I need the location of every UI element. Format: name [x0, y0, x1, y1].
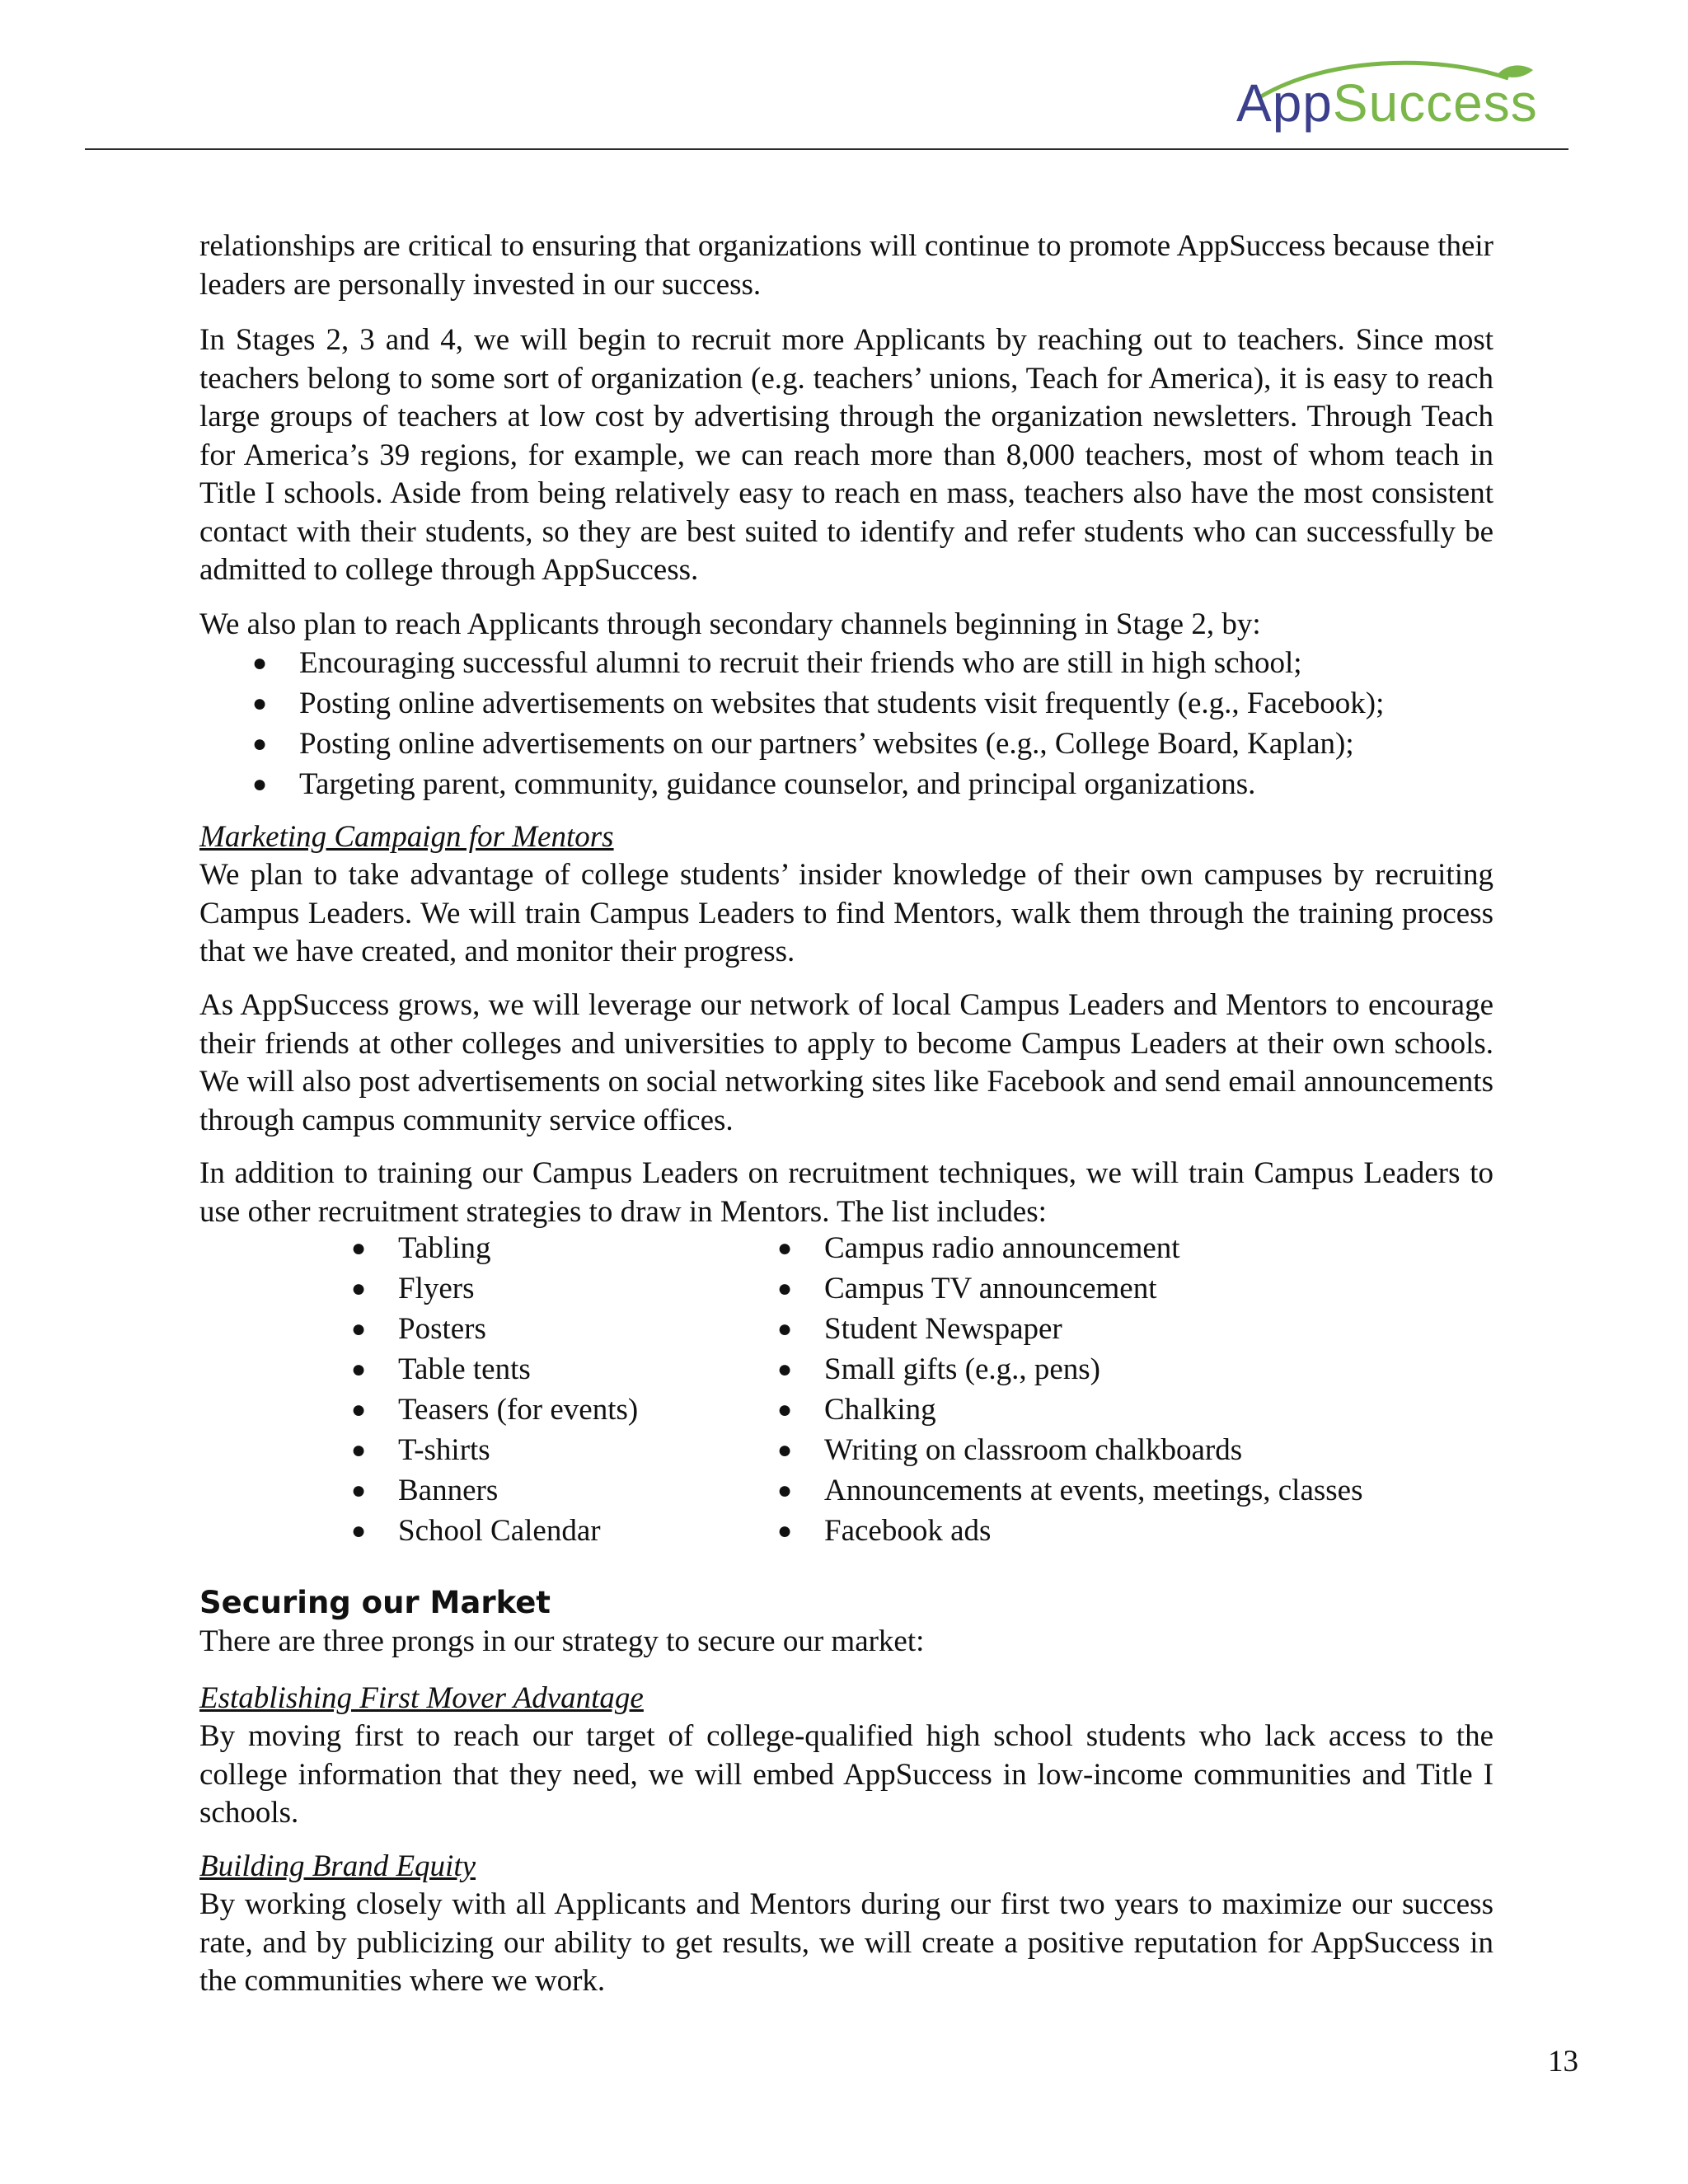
- appsuccess-logo: [1236, 54, 1550, 152]
- logo-success-text: Success: [1332, 73, 1538, 133]
- list-item-text: Small gifts (e.g., pens): [824, 1352, 1101, 1386]
- list-item: [777, 1349, 1363, 1390]
- bullet-icon: ●: [252, 690, 268, 717]
- bullet-icon: ●: [252, 649, 268, 677]
- subheading-first-mover: Establishing First Mover Advantage: [199, 1681, 644, 1715]
- paragraph-first-mover: By moving first to reach our target of college-qualified high school students who lack access to the college information that they need, we will embed AppSuccess in low-income communities and Title I schools.: [199, 1719, 1493, 1830]
- list-item: [351, 1430, 638, 1470]
- list-item: [351, 1390, 639, 1430]
- list-item-text: Encouraging successful alumni to recruit their friends who are still in high school;: [299, 646, 1302, 680]
- list-item: [252, 764, 1384, 804]
- list-item: [252, 724, 1384, 764]
- list-item: [351, 1309, 638, 1349]
- list-item: [777, 1511, 1363, 1551]
- list-item-text: Campus radio announcement: [824, 1231, 1180, 1265]
- list-item-text: Posters: [398, 1312, 486, 1346]
- bullet-icon: ●: [777, 1235, 793, 1262]
- paragraph-secondary-channels: We also plan to reach Applicants through secondary channels beginning in Stage 2, by:: [199, 607, 1261, 641]
- list-item: [351, 1349, 638, 1390]
- strategies-list-left: [351, 1228, 639, 1551]
- bullet-icon: ●: [252, 771, 268, 798]
- section-heading-securing-market: Securing our Market: [199, 1585, 551, 1620]
- list-item-text: Tabling: [398, 1231, 491, 1265]
- list-item-text: Announcements at events, meetings, classes: [824, 1474, 1363, 1507]
- bullet-icon: ●: [351, 1315, 367, 1343]
- list-item-text: T-shirts: [398, 1433, 490, 1467]
- paragraph-relationships: relationships are critical to ensuring that organizations will continue to promote AppSuccess because their leaders are personally invested in our success.: [199, 229, 1493, 302]
- list-item-text: Student Newspaper: [824, 1312, 1062, 1346]
- bullet-icon: ●: [777, 1315, 793, 1343]
- paragraph-teachers: In Stages 2, 3 and 4, we will begin to recruit more Applicants by reaching out to teachers. Since most teachers belong to some sort of organization (e.g. teachers’ unions, Teach for America), it is easy to reach large groups of teachers at low cost by advertising through the organization newsletters. Through Teach for America’s 39 regions, for example, we can reach more than 8,000 teachers, most of whom teach in Title I schools. Aside from being relatively easy to reach en mass, teachers also have the most consistent contact with their students, so they are best suited to identify and refer students who can successfully be admitted to college through AppSuccess.: [199, 323, 1493, 587]
- list-item: [777, 1470, 1363, 1511]
- list-item-text: Banners: [398, 1474, 499, 1507]
- logo-app-text: App: [1236, 73, 1333, 133]
- bullet-icon: ●: [351, 1275, 367, 1302]
- list-item: [351, 1511, 638, 1551]
- list-item-text: Targeting parent, community, guidance counselor, and principal organizations.: [299, 767, 1256, 801]
- channels-list: [252, 643, 1385, 804]
- paragraph-recruitment-strategies: In addition to training our Campus Leaders on recruitment techniques, we will train Campus Leaders to use other recruitment strategies to draw in Mentors. The list includes:: [199, 1156, 1493, 1229]
- subheading-marketing-mentors: Marketing Campaign for Mentors: [199, 820, 614, 854]
- list-item-text: Posting online advertisements on websites that students visit frequently (e.g., Facebook);: [299, 687, 1385, 720]
- paragraph-network-growth: As AppSuccess grows, we will leverage our network of local Campus Leaders and Mentors to encourage their friends at other colleges and universities to apply to become Campus Leaders at their own schools. We will also post advertisements on social networking sites like Facebook and send email announcements through campus community service offices.: [199, 988, 1493, 1137]
- bullet-icon: ●: [351, 1436, 367, 1464]
- bullet-icon: ●: [777, 1356, 793, 1383]
- bullet-icon: ●: [777, 1477, 793, 1504]
- list-item-text: Campus TV announcement: [824, 1272, 1157, 1305]
- bullet-icon: ●: [351, 1477, 367, 1504]
- list-item: [777, 1268, 1363, 1309]
- list-item: [252, 683, 1385, 724]
- list-item-text: Chalking: [824, 1393, 936, 1427]
- list-item-text: Table tents: [398, 1352, 531, 1386]
- strategies-list-right: [777, 1228, 1363, 1551]
- page-number: 13: [1548, 2045, 1578, 2079]
- bullet-icon: ●: [777, 1275, 793, 1302]
- list-item: [252, 643, 1384, 683]
- list-item: [777, 1228, 1363, 1268]
- bullet-icon: ●: [777, 1436, 793, 1464]
- list-item-text: Posting online advertisements on our partners’ websites (e.g., College Board, Kaplan);: [299, 727, 1354, 761]
- logo-wordmark: [1236, 73, 1538, 133]
- subheading-brand-equity: Building Brand Equity: [199, 1849, 476, 1883]
- list-item: [777, 1390, 1363, 1430]
- list-item: [351, 1470, 638, 1511]
- list-item-text: Facebook ads: [824, 1514, 992, 1548]
- list-item: [351, 1268, 638, 1309]
- bullet-icon: ●: [777, 1396, 793, 1423]
- list-item: [351, 1228, 638, 1268]
- bullet-icon: ●: [351, 1356, 367, 1383]
- bullet-icon: ●: [777, 1517, 793, 1544]
- header-divider: [85, 148, 1568, 150]
- list-item-text: School Calendar: [398, 1514, 601, 1548]
- paragraph-three-prongs: There are three prongs in our strategy to secure our market:: [199, 1624, 925, 1658]
- bullet-icon: ●: [351, 1235, 367, 1262]
- paragraph-campus-leaders: We plan to take advantage of college students’ insider knowledge of their own campuses by recruiting Campus Leaders. We will train Campus Leaders to find Mentors, walk them through the training process that we have created, and monitor their progress.: [199, 858, 1493, 968]
- bullet-icon: ●: [252, 730, 268, 757]
- list-item-text: Teasers (for events): [398, 1393, 639, 1427]
- bullet-icon: ●: [351, 1517, 367, 1544]
- list-item-text: Flyers: [398, 1272, 475, 1305]
- paragraph-brand-equity: By working closely with all Applicants and Mentors during our first two years to maximize our success rate, and by publicizing our ability to get results, we will create a positive reputation for AppSuccess in the communities where we work.: [199, 1887, 1493, 1998]
- list-item-text: Writing on classroom chalkboards: [824, 1433, 1243, 1467]
- list-item: [777, 1430, 1363, 1470]
- bullet-icon: ●: [351, 1396, 367, 1423]
- list-item: [777, 1309, 1363, 1349]
